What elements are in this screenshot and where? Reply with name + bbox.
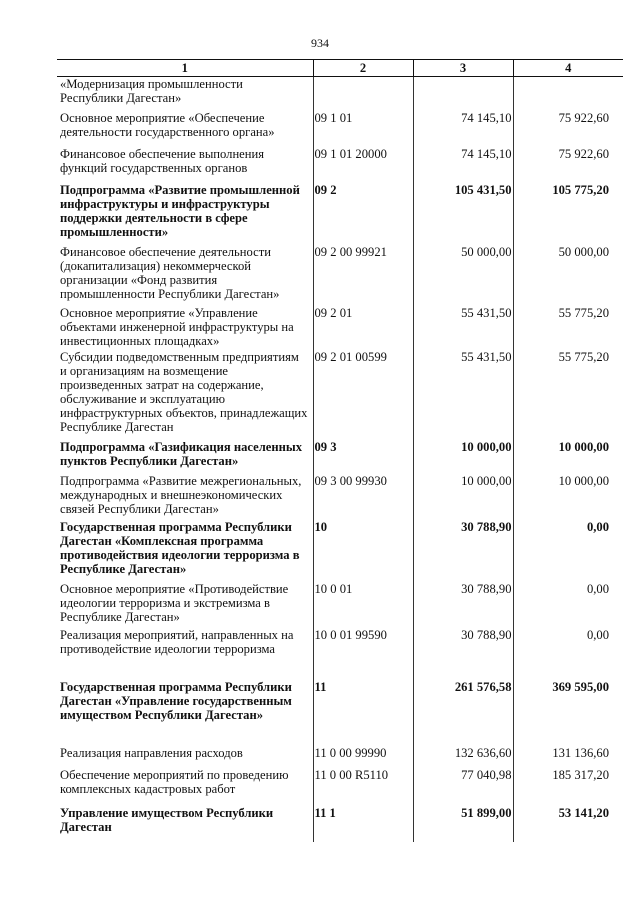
row-value-year1: 74 145,10 [413, 147, 513, 183]
row-name: Основное мероприятие «Обеспечение деятельности государственного органа» [60, 110, 275, 139]
table-row [57, 520, 623, 582]
row-value-year2: 131 136,60 [513, 746, 623, 768]
row-name: Государственная программа Республики Дагестан «Управление государственным имуществом Республики Дагестан» [60, 679, 292, 722]
row-value-year2: 75 922,60 [513, 147, 623, 183]
row-name: Подпрограмма «Газификация населенных пунктов Республики Дагестан» [60, 439, 302, 468]
row-value-year2: 10 000,00 [513, 474, 623, 520]
column-header-2: 2 [313, 60, 413, 77]
row-code: 09 1 01 20000 [313, 147, 413, 183]
row-value-year2: 369 595,00 [513, 680, 623, 746]
row-value-year1: 10 000,00 [413, 474, 513, 520]
table-row [57, 245, 623, 306]
table-header [57, 60, 623, 77]
column-header-4: 4 [513, 60, 623, 77]
row-value-year1: 50 000,00 [413, 245, 513, 306]
row-value-year2: 0,00 [513, 628, 623, 680]
row-code: 09 2 00 99921 [313, 245, 413, 306]
row-name: Подпрограмма «Развитие промышленной инфраструктуры и инфраструктуры поддержки деятельности в сфере промышленности» [60, 182, 300, 239]
table-row [57, 306, 623, 350]
row-code: 09 3 [313, 440, 413, 474]
row-name: Подпрограмма «Развитие межрегиональных, международных и внешнеэкономических связей Республики Дагестан» [60, 473, 302, 516]
table-row [57, 680, 623, 746]
row-code [313, 77, 413, 111]
row-value-year2: 75 922,60 [513, 111, 623, 147]
row-code: 10 0 01 [313, 582, 413, 628]
column-header-3: 3 [413, 60, 513, 77]
row-value-year1: 51 899,00 [413, 806, 513, 842]
row-value-year2: 0,00 [513, 582, 623, 628]
row-code: 11 [313, 680, 413, 746]
row-value-year2: 10 000,00 [513, 440, 623, 474]
header-row [57, 60, 623, 77]
row-value-year2: 50 000,00 [513, 245, 623, 306]
row-value-year1: 55 431,50 [413, 306, 513, 350]
row-name: Финансовое обеспечение деятельности (докапитализация) некоммерческой организации «Фонд развития промышленности Республики Дагестан» [60, 244, 280, 301]
row-code: 09 2 01 [313, 306, 413, 350]
table-row [57, 440, 623, 474]
row-name: Основное мероприятие «Управление объектами инженерной инфраструктуры на инвестиционных площадках» [60, 305, 294, 348]
row-value-year1: 55 431,50 [413, 350, 513, 440]
row-name: Управление имуществом Республики Дагестан [60, 805, 274, 834]
row-value-year1: 30 788,90 [413, 628, 513, 680]
table-row [57, 768, 623, 806]
row-code: 10 0 01 99590 [313, 628, 413, 680]
row-code: 09 1 01 [313, 111, 413, 147]
row-name: Субсидии подведомственным предприятиям и организациям на возмещение произведенных затрат на содержание, обслуживание и эксплуатацию инфраструктурных объектов, принадлежащих Республике Дагестан [60, 349, 308, 434]
row-code: 09 2 [313, 183, 413, 245]
budget-table [57, 59, 623, 842]
row-value-year2: 185 317,20 [513, 768, 623, 806]
table-row [57, 147, 623, 183]
row-value-year1: 77 040,98 [413, 768, 513, 806]
row-value-year2: 105 775,20 [513, 183, 623, 245]
row-name: Основное мероприятие «Противодействие идеологии терроризма и экстремизма в Республике Дагестан» [60, 581, 289, 624]
row-value-year2: 53 141,20 [513, 806, 623, 842]
table-row [57, 806, 623, 842]
table-row [57, 628, 623, 680]
row-name: «Модернизация промышленности Республики Дагестан» [60, 77, 243, 105]
table-row [57, 746, 623, 768]
column-header-1: 1 [57, 60, 313, 77]
row-value-year1: 30 788,90 [413, 582, 513, 628]
row-code: 09 2 01 00599 [313, 350, 413, 440]
row-value-year2 [513, 77, 623, 111]
page-number: 934 [311, 36, 329, 50]
row-value-year2: 55 775,20 [513, 350, 623, 440]
table-row [57, 111, 623, 147]
table-row [57, 183, 623, 245]
row-name: Реализация мероприятий, направленных на противодействие идеологии терроризма [60, 627, 294, 656]
row-value-year2: 0,00 [513, 520, 623, 582]
row-value-year1: 261 576,58 [413, 680, 513, 746]
row-value-year1: 132 636,60 [413, 746, 513, 768]
row-code: 11 0 00 R5110 [313, 768, 413, 806]
row-name: Государственная программа Республики Дагестан «Комплексная программа противодействия идеологии терроризма в Республике Дагестан» [60, 519, 300, 576]
row-name: Обеспечение мероприятий по проведению комплексных кадастровых работ [60, 767, 289, 796]
row-name: Финансовое обеспечение выполнения функций государственных органов [60, 146, 265, 175]
row-value-year2: 55 775,20 [513, 306, 623, 350]
row-value-year1: 74 145,10 [413, 111, 513, 147]
table-row [57, 77, 623, 111]
row-code: 10 [313, 520, 413, 582]
table-body [57, 77, 623, 842]
row-code: 11 1 [313, 806, 413, 842]
table-row [57, 582, 623, 628]
table-row [57, 474, 623, 520]
row-value-year1 [413, 77, 513, 111]
row-code: 11 0 00 99990 [313, 746, 413, 768]
row-value-year1: 10 000,00 [413, 440, 513, 474]
row-value-year1: 105 431,50 [413, 183, 513, 245]
table-row [57, 350, 623, 440]
row-value-year1: 30 788,90 [413, 520, 513, 582]
row-code: 09 3 00 99930 [313, 474, 413, 520]
row-name: Реализация направления расходов [60, 745, 243, 760]
